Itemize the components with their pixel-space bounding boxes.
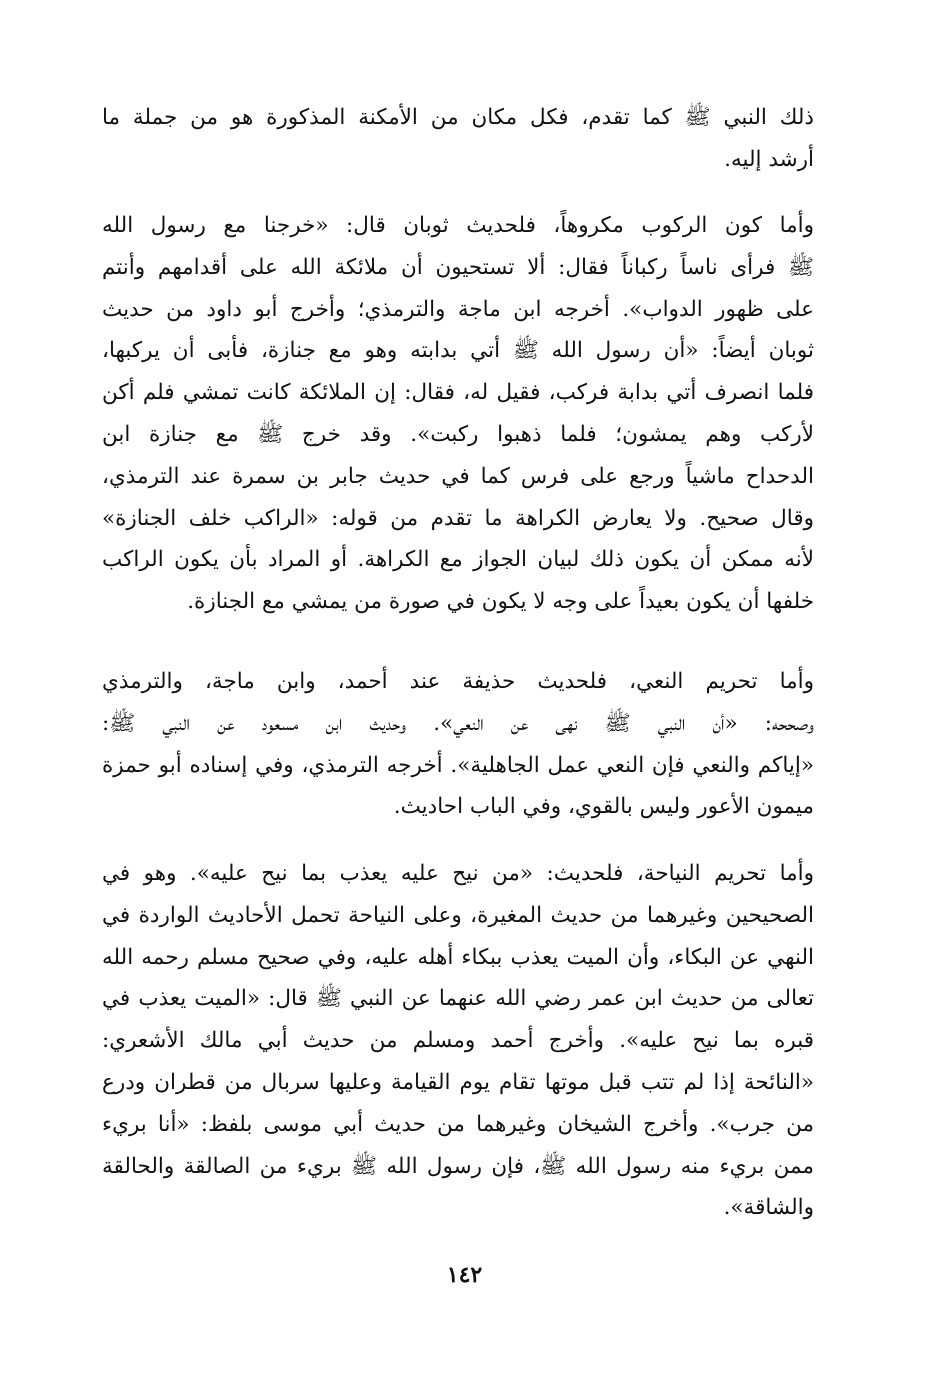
text-line: وقال صحيح. ولا يعارض الكراهة ما تقدم من قوله: «الراكب خلف الجنازة» [102,505,814,531]
text-line: وأما تحريم النياحة، فلحديث: «من نيح عليه يعذب بما نيح عليه». وهو في [102,861,814,886]
text-line: ﷺ فرأى ناساً ركباناً فقال: ألا تستحيون أن ملائكة الله على أقدامهم وأنتم [102,254,814,280]
paragraph-riding-disliked [102,205,814,623]
text-line: وصححه: «أن النبي ﷺ نهى عن النعي». وحديث ابن مسعود عن النبي ﷺ: [102,710,814,736]
text-line: فلما انصرف أتي بدابة فركب، فقيل له، فقال: إن الملائكة كانت تمشي فلم أكن [102,380,814,406]
text-line: الدحداح ماشياً ورجع على فرس كما في حديث جابر بن سمرة عند الترمذي، [102,463,814,489]
text-line: وأما تحريم النعي، فلحديث حذيفة عند أحمد، وابن ماجة، والترمذي [102,669,814,694]
text-line: أرشد إليه. [724,146,814,172]
text-line: من جرب». وأخرج الشيخان وغيرهما من حديث أبي موسى بلفظ: «أنا بريء [102,1111,814,1137]
text-line: ذلك النبي ﷺ كما تقدم، فكل مكان من الأمكنة المذكورة هو من جملة ما [102,105,814,130]
text-line: الصحيحين وغيرهما من حديث المغيرة، وعلى النياحة تحمل الأحاديث الواردة في [102,902,814,928]
text-line: وأما كون الركوب مكروهاً، فلحديث ثوبان قال: «خرجنا مع رسول الله [102,213,814,238]
text-line: والشاقة». [723,1195,814,1221]
text-line: خلفها أن يكون بعيداً على وجه لا يكون في صورة من يمشي مع الجنازة. [187,589,814,615]
paragraph-announcing-death [102,661,814,828]
text-line: على ظهور الدواب». أخرجه ابن ماجة والترمذي؛ وأخرج أبو داود من حديث [102,296,814,322]
paragraph-prophet-places [102,97,814,181]
text-line: «إياكم والنعي فإن النعي عمل الجاهلية». أخرجه الترمذي، وفي إسناده أبو حمزة [102,752,814,778]
text-line: تعالى من حديث ابن عمر رضي الله عنهما عن النبي ﷺ قال: «الميت يعذب في [102,986,814,1012]
page-number: ١٤٢ [446,1262,483,1288]
text-line: قبره بما نيح عليه». وأخرج أحمد ومسلم من حديث أبي مالك الأشعري: [102,1028,814,1054]
text-line: لأركب وهم يمشون؛ فلما ذهبوا ركبت». وقد خرج ﷺ مع جنازة ابن [102,421,814,447]
text-line: النهي عن البكاء، وأن الميت يعذب ببكاء أهله عليه، وفي صحيح مسلم رحمه الله [102,944,814,970]
text-line: «النائحة إذا لم تتب قبل موتها تقام يوم القيامة وعليها سربال من قطران ودرع [102,1069,814,1095]
paragraph-wailing-forbidden [102,853,814,1229]
text-line: لأنه ممكن أن يكون ذلك لبيان الجواز مع الكراهة. أو المراد بأن يكون الراكب [102,547,814,573]
text-line: ميمون الأعور وليس بالقوي، وفي الباب احاديث. [393,794,814,820]
text-line: ممن بريء منه رسول الله ﷺ، فإن رسول الله ﷺ بريء من الصالقة والحالقة [102,1153,814,1179]
text-line: ثوبان أيضاً: «أن رسول الله ﷺ أتي بدابته وهو مع جنازة، فأبى أن يركبها، [102,338,814,364]
